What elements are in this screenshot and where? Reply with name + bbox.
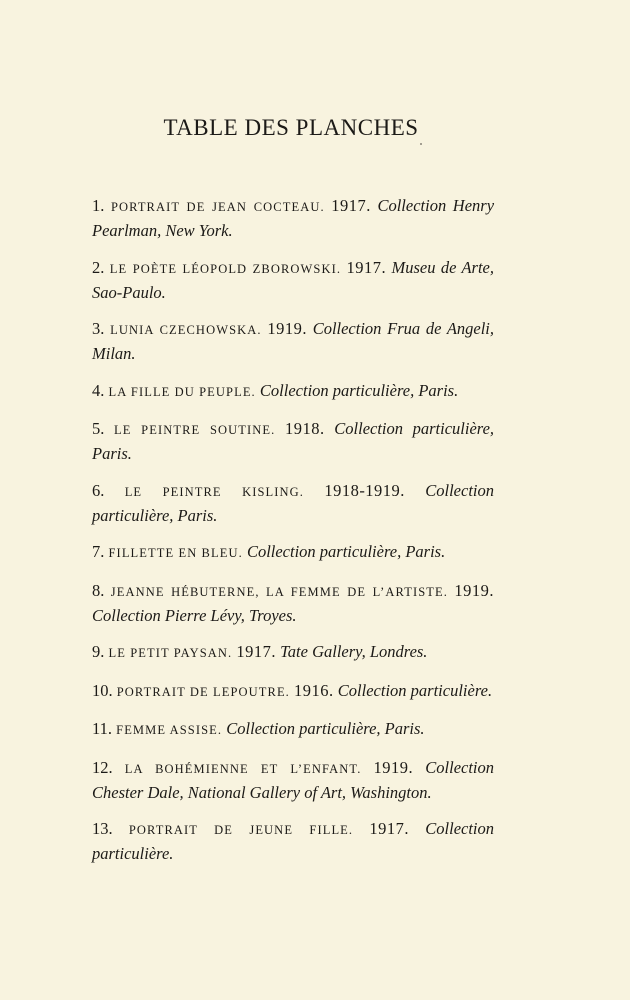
list-item: [92, 379, 494, 404]
entry-number: 5.: [92, 419, 105, 438]
list-item: [92, 317, 494, 365]
entry-number: 3.: [92, 319, 105, 338]
entry-title: JEANNE HÉBUTERNE, LA FEMME DE L’ARTISTE.: [110, 584, 448, 599]
entry-collection: Collection particulière.: [92, 819, 495, 863]
list-item: [92, 579, 494, 627]
entry-title: PORTRAIT DE JEUNE FILLE.: [128, 823, 354, 837]
list-item: [92, 679, 494, 704]
entry-title: PORTRAIT DE JEAN COCTEAU.: [110, 200, 325, 214]
entry-title: FILLETTE EN BLEU.: [108, 546, 243, 560]
entry-collection: Collection particulière, Paris.: [92, 419, 495, 463]
entry-collection: Collection Chester Dale, National Gallery of Art, Washington.: [92, 757, 495, 802]
entry-year: 1917.: [236, 642, 277, 661]
page-title: TABLE DES PLANCHES: [163, 115, 419, 141]
entry-number: 12.: [92, 757, 113, 777]
entry-number: 13.: [92, 819, 113, 838]
entry-year: 1919.: [267, 319, 307, 338]
list-item: [92, 479, 494, 527]
entry-year: 1916.: [294, 680, 334, 700]
entry-number: 1.: [92, 196, 105, 215]
entry-title: LA BOHÉMIENNE ET L’ENFANT.: [124, 761, 362, 776]
entry-year: 1919.: [373, 757, 414, 777]
entry-collection: Collection particulière, Paris.: [92, 480, 494, 525]
entry-year: 1919.: [454, 580, 495, 600]
list-item: [92, 756, 494, 804]
entry-title: LE PEINTRE SOUTINE.: [114, 423, 276, 437]
entry-title: LUNIA CZECHOWSKA.: [110, 323, 262, 337]
entry-collection: Museu de Arte, Sao-Paulo.: [92, 257, 495, 302]
entry-title: LE PETIT PAYSAN.: [108, 646, 233, 660]
list-item: [92, 417, 494, 465]
entry-year: 1918.: [285, 419, 325, 438]
entry-number: 9.: [92, 642, 105, 661]
list-item: [92, 817, 494, 865]
entry-collection: Collection Henry Pearlman, New York.: [92, 196, 495, 240]
entry-number: 2.: [92, 257, 105, 277]
entry-collection: Collection particulière.: [337, 680, 493, 700]
list-item: [92, 256, 494, 304]
entry-collection: Collection Frua de Angeli, Milan.: [92, 319, 495, 363]
list-item: [92, 717, 494, 742]
entry-number: 7.: [92, 542, 105, 561]
list-item: [92, 194, 494, 242]
entry-number: 6.: [92, 480, 105, 500]
entry-title: LE PEINTRE KISLING.: [124, 484, 304, 499]
paper-speck: [420, 143, 422, 145]
entry-year: 1918-1919.: [324, 480, 405, 500]
plate-list: [92, 194, 494, 879]
entry-title: LA FILLE DU PEUPLE.: [108, 384, 256, 399]
entry-collection: Collection particulière, Paris.: [259, 380, 459, 400]
entry-year: 1917.: [369, 819, 410, 838]
entry-number: 4.: [92, 380, 105, 400]
entry-number: 10.: [92, 680, 113, 700]
entry-year: 1917.: [331, 196, 371, 215]
list-item: [92, 640, 494, 665]
entry-collection: Collection particulière, Paris.: [246, 542, 446, 561]
entry-collection: Collection Pierre Lévy, Troyes.: [92, 605, 297, 625]
entry-number: 11.: [92, 719, 113, 738]
entry-title: FEMME ASSISE.: [116, 723, 223, 737]
entry-collection: Tate Gallery, Londres.: [280, 642, 428, 661]
entry-collection: Collection particulière, Paris.: [226, 719, 425, 738]
entry-title: LE POÈTE LÉOPOLD ZBOROWSKI.: [109, 261, 342, 276]
entry-year: 1917.: [346, 257, 387, 277]
entry-number: 8.: [92, 580, 105, 600]
list-item: [92, 540, 494, 565]
entry-title: PORTRAIT DE LEPOUTRE.: [116, 684, 290, 699]
